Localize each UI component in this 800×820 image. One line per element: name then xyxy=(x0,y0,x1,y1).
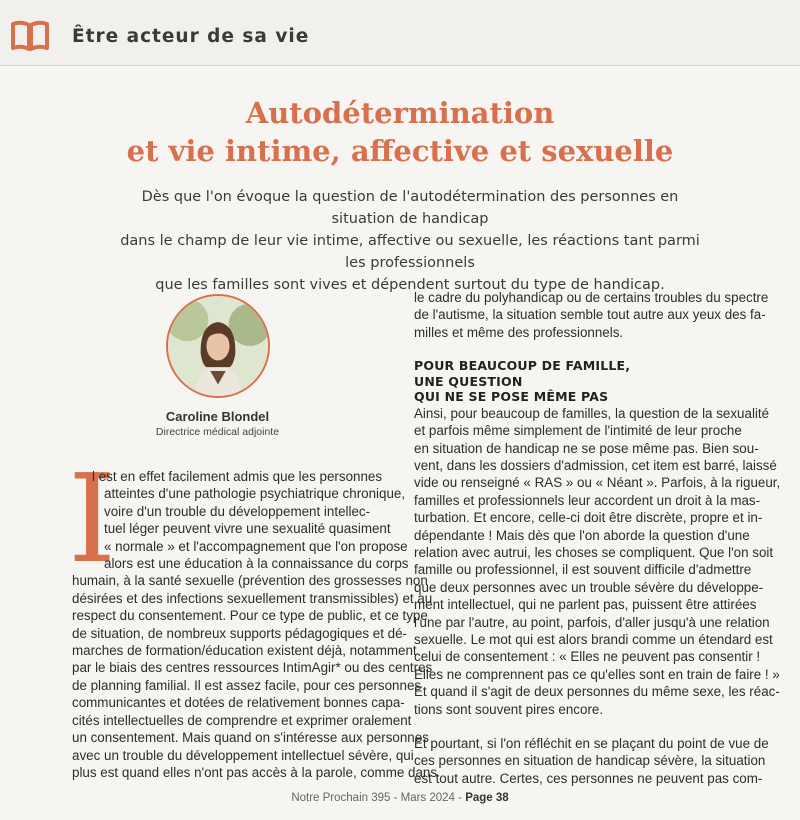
intro-line: dans le champ de leur vie intime, affective ou sexuelle, les réactions tant parmi les professionnels xyxy=(120,233,700,271)
author-name: Caroline Blondel xyxy=(165,409,270,424)
author-portrait-image xyxy=(168,296,268,396)
body-line: respect du consentement. Pour ce type de public, et ce type xyxy=(72,608,428,624)
body-line: turbation. Et encore, celle-ci doit être discrète, propre et in- xyxy=(414,510,763,526)
intro-line: Dès que l'on évoque la question de l'autodétermination des personnes en situation de handicap xyxy=(141,189,679,227)
body-line: le cadre du polyhandicap ou de certains troubles du spectre xyxy=(414,290,769,305)
subheading-line: POUR BEAUCOUP DE FAMILLE, xyxy=(414,358,631,374)
footer-publication: Notre Prochain 395 - Mars 2024 - xyxy=(291,792,462,804)
body-line: communicantes et dotées de relativement bonnes capa- xyxy=(72,695,405,711)
subheading-line: UNE QUESTION xyxy=(414,373,523,389)
body-line: de l'autisme, la situation semble tout autre aux yeux des fa- xyxy=(414,307,766,323)
body-line: vent, dans les dossiers d'admission, cet item est barré, laissé xyxy=(414,457,777,473)
body-line: tions sont souvent pires encore. xyxy=(414,701,604,717)
body-line: de planning familial. Il est assez facile, pour ces personnes xyxy=(72,677,422,693)
body-line: par le biais des centres ressources IntimAgir* ou des centres xyxy=(72,660,433,676)
title-line-2: et vie intime, affective et sexuelle xyxy=(126,134,674,168)
body-line: humain, à la santé sexuelle (prévention des grossesses non xyxy=(72,573,428,589)
page-number: Page 38 xyxy=(465,792,509,804)
body-line: un consentement. Mais quand on s'intéresse aux personnes xyxy=(72,730,429,746)
body-line: l est en effet facilement admis que les personnes xyxy=(92,469,383,484)
body-line: familles et professionnels leur accordent un droit à la mas- xyxy=(414,492,761,508)
open-book-icon xyxy=(10,20,50,52)
body-line: Ainsi, pour beaucoup de familles, la question de la sexualité xyxy=(414,405,770,421)
body-line: relation avec autrui, les choses se compliquent. Que l'on soit xyxy=(414,544,774,560)
article-right-column xyxy=(414,289,781,804)
body-line: tuel léger peuvent vivre une sexualité quasiment xyxy=(104,521,391,537)
intro-line: que les familles sont vives et dépendent surtout du type de handicap. xyxy=(155,277,665,293)
body-line: avec un trouble du développement intellectuel sévère, qui xyxy=(72,747,414,763)
body-line: alors est une éducation à la connaissance du corps xyxy=(104,556,409,572)
body-line: famille ou professionnel, il est souvent difficile d'admettre xyxy=(414,562,752,578)
body-line: sexuelle. Le mot qui est alors brandi comme un étendard est xyxy=(414,632,773,647)
body-line: « normale » et l'accompagnement que l'on propose xyxy=(104,538,408,554)
article-intro xyxy=(110,186,710,296)
body-line: plus est quand elles n'ont pas accès à la parole, comme dans xyxy=(72,764,438,780)
body-line: cités intellectuelles de comprendre et exprimer oralement xyxy=(72,712,412,728)
subheading-line: QUI NE SE POSE MÊME PAS xyxy=(414,389,609,405)
body-line: milles et même des professionnels. xyxy=(414,324,624,340)
paragraph xyxy=(414,289,769,341)
body-line: est tout autre. Certes, ces personnes ne peuvent pas com- xyxy=(414,770,763,786)
author-photo xyxy=(166,294,270,398)
body-line: voire d'un trouble du développement intellec- xyxy=(104,503,371,519)
body-line: en situation de handicap ne se pose même pas. Bien sou- xyxy=(414,440,759,456)
body-line: Et quand il s'agit de deux personnes du même sexe, les réac- xyxy=(414,684,780,700)
body-line: et parfois même simplement de l'intimité de leur proche xyxy=(414,423,742,439)
body-line: de situation, de nombreux supports pédagogiques et dé- xyxy=(72,625,407,641)
body-line: celui de consentement : « Elles ne peuvent pas consentir ! xyxy=(414,649,761,665)
subheading xyxy=(414,358,744,405)
body-line: désirées et des infections sexuellement transmissibles) et au xyxy=(72,590,433,606)
article-left-column xyxy=(72,468,438,781)
body-line: marches de formation/éducation existent déjà, notamment xyxy=(72,643,417,659)
body-line: l'une par l'autre, au point, parfois, d'aller jusqu'à une relation xyxy=(414,614,770,630)
author-role: Directrice médical adjointe xyxy=(155,426,280,438)
article-title xyxy=(0,94,800,170)
body-line: atteintes d'une pathologie psychiatrique chronique, xyxy=(104,486,406,502)
title-line-1: Autodétermination xyxy=(245,96,555,130)
body-line: dépendante ! Mais dès que l'on aborde la question d'une xyxy=(414,527,750,543)
body-line: ces personnes en situation de handicap sévère, la situation xyxy=(414,753,766,769)
paragraph xyxy=(414,735,769,787)
body-line: ment intellectuel, qui ne parlent pas, puissent être attirées xyxy=(414,597,757,613)
body-line: vide ou renseigné « RAS » ou « Néant ». Parfois, à la rigueur, xyxy=(414,475,781,491)
paragraph xyxy=(414,405,781,718)
body-line: Elles ne comprennent pas ce qu'elles sont en train de faire ! » xyxy=(414,666,780,682)
body-line: Et pourtant, si l'on réfléchit en se plaçant du point de vue de xyxy=(414,736,769,752)
body-line: que deux personnes avec un trouble sévère du développe- xyxy=(414,579,764,595)
page-footer xyxy=(0,792,800,804)
drop-cap: I xyxy=(68,448,117,590)
section-title: Être acteur de sa vie xyxy=(72,26,310,47)
